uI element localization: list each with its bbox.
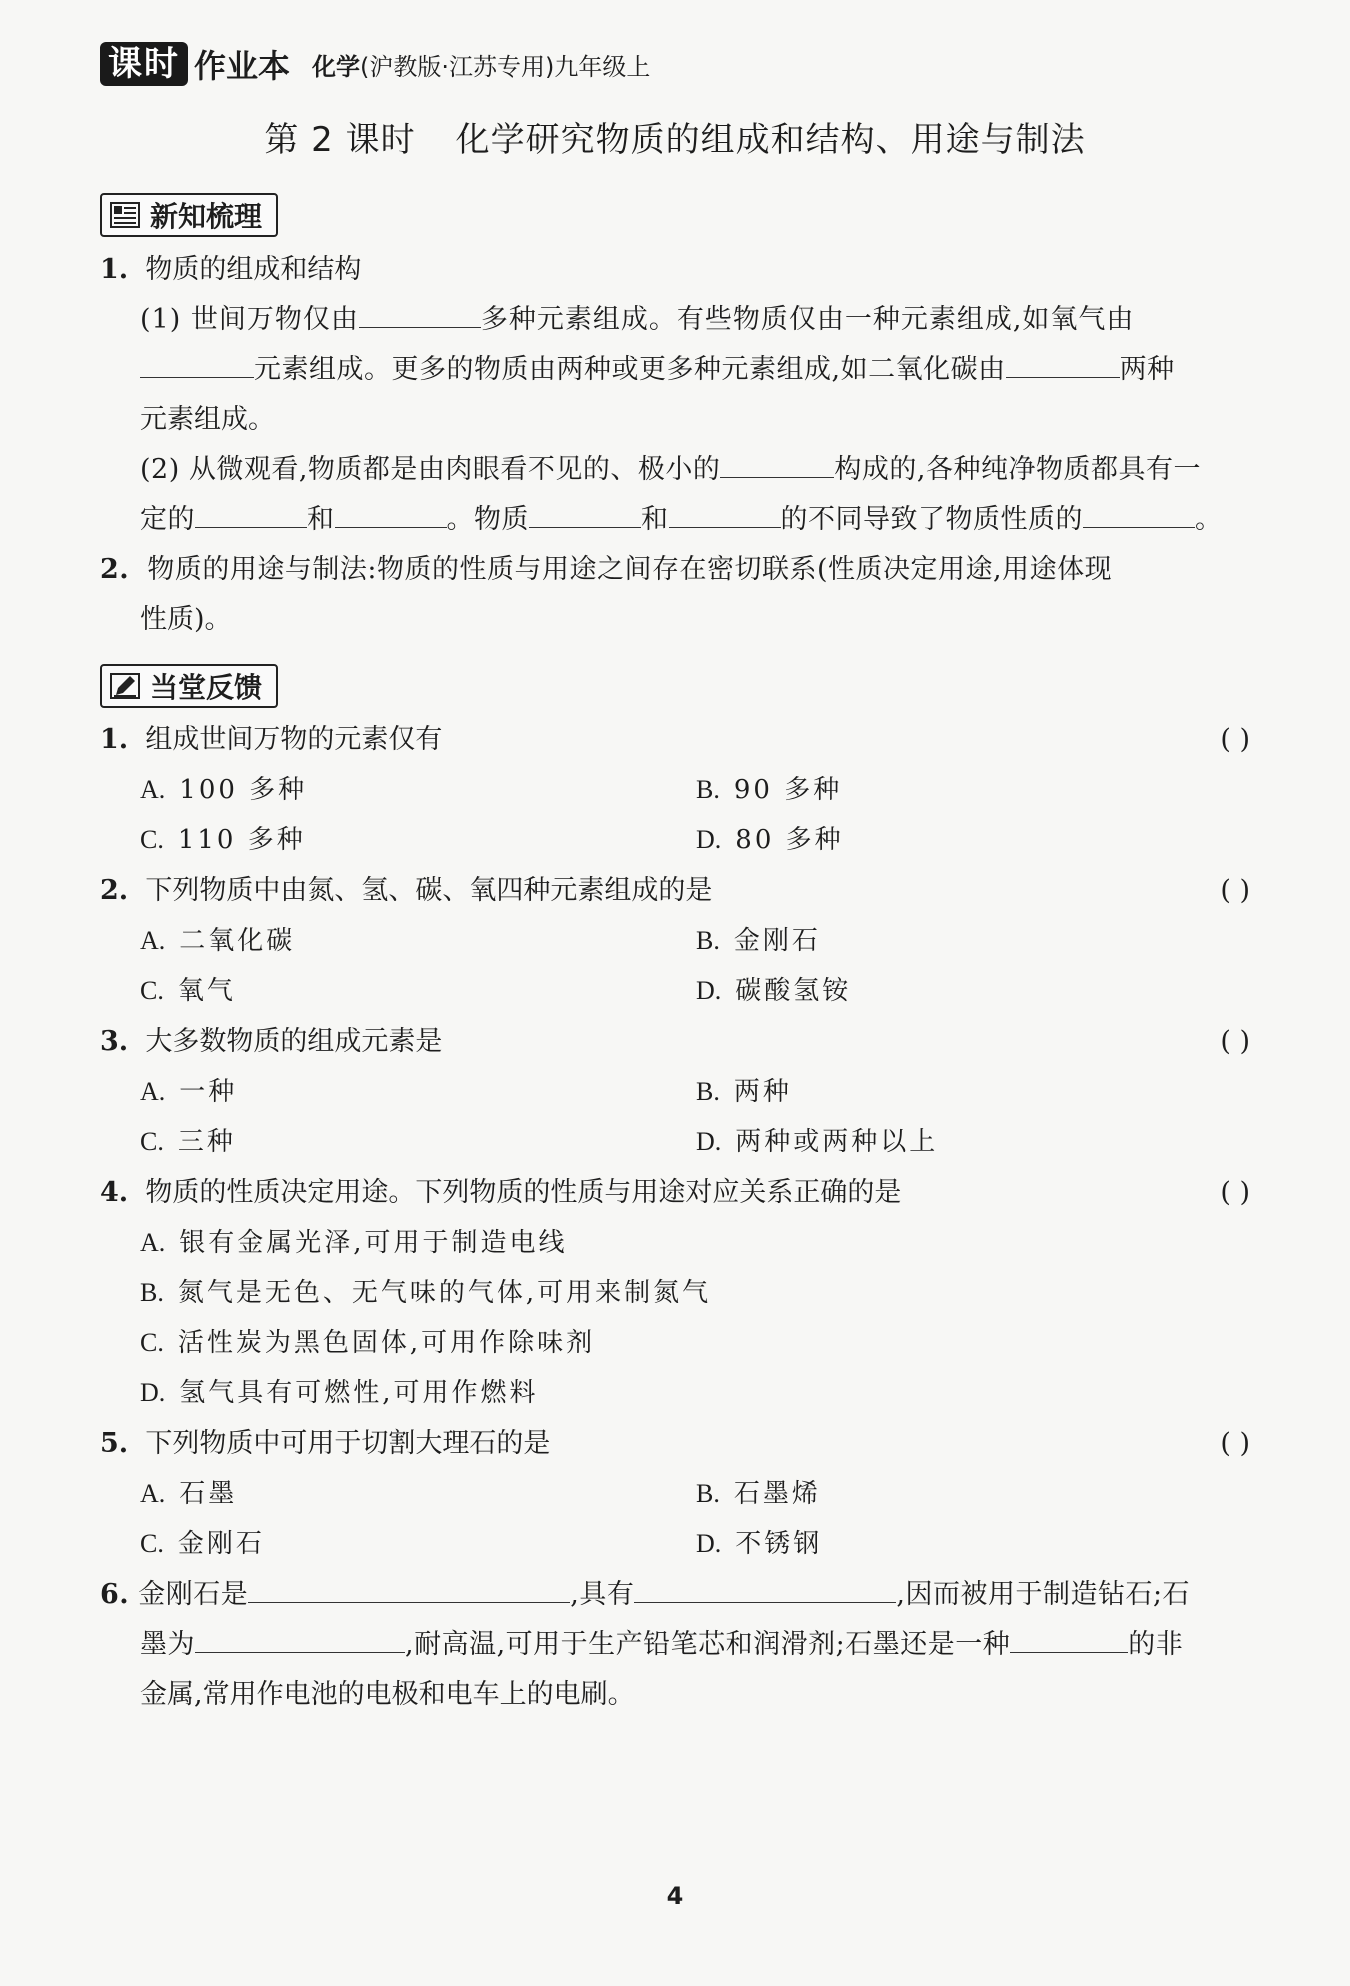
item-heading-text: 物质的组成和结构: [145, 254, 362, 285]
text: 银有金属光泽,可用于制造电线: [179, 1228, 568, 1258]
text: 和: [307, 504, 335, 535]
question-2-option-a[interactable]: [140, 923, 295, 959]
subject-label: [312, 47, 650, 82]
option-label: B.: [696, 1077, 720, 1106]
subject-name: 化学: [312, 52, 361, 81]
answer-blank[interactable]: [1006, 353, 1120, 378]
text: 不锈钢: [735, 1529, 823, 1559]
answer-blank[interactable]: [634, 1578, 896, 1603]
text: ,因而被用于制造钻石;石: [896, 1579, 1191, 1610]
text: 100 多种: [179, 775, 308, 805]
answer-parentheses[interactable]: ( ): [1220, 875, 1250, 906]
text: 金属,常用作电池的电极和电车上的电刷。: [140, 1679, 635, 1710]
text: 氧气: [177, 976, 236, 1006]
question-number: 2.: [100, 875, 129, 906]
text: 碳酸氢铵: [735, 976, 852, 1006]
answer-parentheses[interactable]: ( ): [1220, 1428, 1250, 1459]
answer-blank[interactable]: [1083, 503, 1195, 528]
option-label: D.: [696, 1529, 722, 1558]
page-header: [100, 40, 650, 88]
text: 下列物质中可用于切割大理石的是: [145, 1428, 551, 1459]
item1-p2-line1: [140, 452, 1201, 488]
answer-blank[interactable]: [195, 503, 307, 528]
question-number: 1.: [100, 724, 129, 755]
question-4-option-a[interactable]: [140, 1225, 568, 1261]
text: 石墨烯: [733, 1479, 821, 1509]
question-5-option-c[interactable]: [140, 1526, 265, 1562]
text: 两种: [733, 1077, 792, 1107]
text: 物质的性质决定用途。下列物质的性质与用途对应关系正确的是: [145, 1177, 902, 1208]
text: 组成世间万物的元素仅有: [145, 724, 443, 755]
option-label: A.: [140, 1479, 166, 1508]
question-2-option-c[interactable]: [140, 973, 236, 1009]
item1-p1-line1: [140, 302, 1134, 338]
text: 90 多种: [733, 775, 843, 805]
option-label: D.: [696, 825, 722, 854]
item1-p2-line2: [140, 502, 1223, 538]
section-tag-new-knowledge: [100, 193, 278, 237]
option-label: C.: [140, 976, 164, 1005]
option-label: B.: [696, 926, 720, 955]
text: 物质的用途与制法:物质的性质与用途之间存在密切联系(性质决定用途,用途体现: [147, 554, 1113, 585]
text: 110 多种: [177, 825, 306, 855]
text: 。: [1195, 504, 1223, 535]
text: 的不同导致了物质性质的: [780, 504, 1083, 535]
question-4-option-c[interactable]: [140, 1325, 595, 1361]
text: ,耐高温,可用于生产铅笔芯和润滑剂;石墨还是一种: [405, 1629, 1011, 1660]
text: 。物质: [446, 504, 529, 535]
question-number: 4.: [100, 1177, 129, 1208]
option-label: B.: [696, 775, 720, 804]
lesson-name: 化学研究物质的组成和结构、用途与制法: [455, 120, 1086, 160]
option-label: A.: [140, 926, 166, 955]
item-number: 2.: [100, 554, 130, 585]
item1-p1-line2: [140, 352, 1175, 388]
option-label: C.: [140, 825, 164, 854]
answer-blank[interactable]: [140, 353, 254, 378]
question-1-option-a[interactable]: [140, 772, 307, 808]
text: 定的: [140, 504, 195, 535]
option-label: A.: [140, 1077, 166, 1106]
text: 元素组成。: [140, 404, 275, 435]
text: 三种: [177, 1127, 236, 1157]
text: 二氧化碳: [179, 926, 296, 956]
answer-blank[interactable]: [359, 303, 481, 328]
text: 两种或两种以上: [735, 1127, 939, 1157]
question-4-option-d[interactable]: [140, 1375, 539, 1411]
text: 氢气具有可燃性,可用作燃料: [179, 1378, 539, 1408]
answer-parentheses[interactable]: ( ): [1220, 1177, 1250, 1208]
question-3-option-d[interactable]: [696, 1124, 938, 1160]
question-1-option-d[interactable]: [696, 822, 844, 858]
text: 元素组成。更多的物质由两种或更多种元素组成,如二氧化碳由: [254, 354, 1006, 385]
text: (2) 从微观看,物质都是由肉眼看不见的、极小的: [140, 454, 721, 485]
question-4-option-b[interactable]: [140, 1275, 711, 1311]
question-4-stem: [100, 1175, 901, 1211]
item-number: 1.: [100, 254, 129, 285]
text: 大多数物质的组成元素是: [145, 1026, 443, 1057]
page-number: 4: [666, 1882, 684, 1910]
question-number: 5.: [100, 1428, 129, 1459]
section-tag-feedback: [100, 664, 278, 708]
text: 一种: [179, 1077, 238, 1107]
option-label: D.: [140, 1378, 166, 1407]
question-5-option-b[interactable]: [696, 1476, 821, 1512]
text: 两种: [1119, 354, 1175, 385]
question-3-option-a[interactable]: [140, 1074, 237, 1110]
text: 构成的,各种纯净物质都具有一: [834, 454, 1202, 485]
brand-logo: 课时: [100, 42, 188, 86]
option-label: C.: [140, 1529, 164, 1558]
option-label: D.: [696, 1127, 722, 1156]
brand-name: 作业本: [194, 47, 291, 85]
question-1-stem: [100, 722, 442, 758]
question-6-line3: [140, 1677, 635, 1713]
text: 性质)。: [140, 604, 232, 635]
question-6-line1: [100, 1577, 1190, 1613]
lesson-number: 第 2 课时: [264, 120, 416, 160]
text: 和: [641, 504, 669, 535]
answer-parentheses[interactable]: ( ): [1220, 1026, 1250, 1057]
text: 氮气是无色、无气味的气体,可用来制氮气: [177, 1278, 712, 1308]
answer-parentheses[interactable]: ( ): [1220, 724, 1250, 755]
text: 下列物质中由氮、氢、碳、氧四种元素组成的是: [145, 875, 713, 906]
answer-blank[interactable]: [529, 503, 641, 528]
option-label: A.: [140, 1228, 166, 1257]
answer-blank[interactable]: [335, 503, 447, 528]
question-number: 6.: [100, 1579, 130, 1610]
item2-line1: [100, 552, 1112, 588]
question-6-line2: [140, 1627, 1183, 1663]
text: 活性炭为黑色固体,可用作除味剂: [177, 1328, 596, 1358]
text: 80 多种: [735, 825, 844, 855]
option-label: D.: [696, 976, 722, 1005]
question-3-option-c[interactable]: [140, 1124, 236, 1160]
option-label: C.: [140, 1127, 164, 1156]
question-5-stem: [100, 1426, 550, 1462]
text: 金刚石: [177, 1529, 265, 1559]
answer-blank[interactable]: [248, 1578, 570, 1603]
option-label: B.: [140, 1278, 164, 1307]
question-5-option-d[interactable]: [696, 1526, 822, 1562]
question-3-stem: [100, 1024, 442, 1060]
item2-line2: [140, 602, 232, 638]
answer-blank[interactable]: [720, 453, 834, 478]
option-label: A.: [140, 775, 166, 804]
item1-p1-line3: [140, 402, 275, 438]
section-tag-label: 当堂反馈: [150, 671, 263, 704]
answer-blank[interactable]: [669, 503, 781, 528]
option-label: B.: [696, 1479, 720, 1508]
text: 石墨: [179, 1479, 238, 1509]
question-1-option-c[interactable]: [140, 822, 306, 858]
question-2-option-d[interactable]: [696, 973, 851, 1009]
question-2-option-b[interactable]: [696, 923, 821, 959]
text: (1) 世间万物仅由: [140, 304, 359, 335]
option-label: C.: [140, 1328, 164, 1357]
text: 多种元素组成。有些物质仅由一种元素组成,如氧气由: [480, 304, 1135, 335]
text: 的非: [1128, 1629, 1184, 1660]
question-2-stem: [100, 873, 712, 909]
text: 金刚石: [733, 926, 821, 956]
question-1-option-b[interactable]: [696, 772, 842, 808]
notebook-icon: [110, 202, 140, 228]
question-number: 3.: [100, 1026, 129, 1057]
question-3-option-b[interactable]: [696, 1074, 792, 1110]
text: 墨为: [140, 1629, 195, 1660]
section-tag-label: 新知梳理: [150, 200, 263, 233]
lesson-title: [0, 112, 1350, 161]
edition-label: (沪教版·江苏专用)九年级上: [360, 52, 651, 81]
question-5-option-a[interactable]: [140, 1476, 237, 1512]
pencil-note-icon: [110, 673, 140, 699]
item1-heading: [100, 252, 361, 288]
text: ,具有: [570, 1579, 635, 1610]
answer-blank[interactable]: [195, 1628, 405, 1653]
answer-blank[interactable]: [1010, 1628, 1128, 1653]
text: 金刚石是: [138, 1579, 249, 1610]
